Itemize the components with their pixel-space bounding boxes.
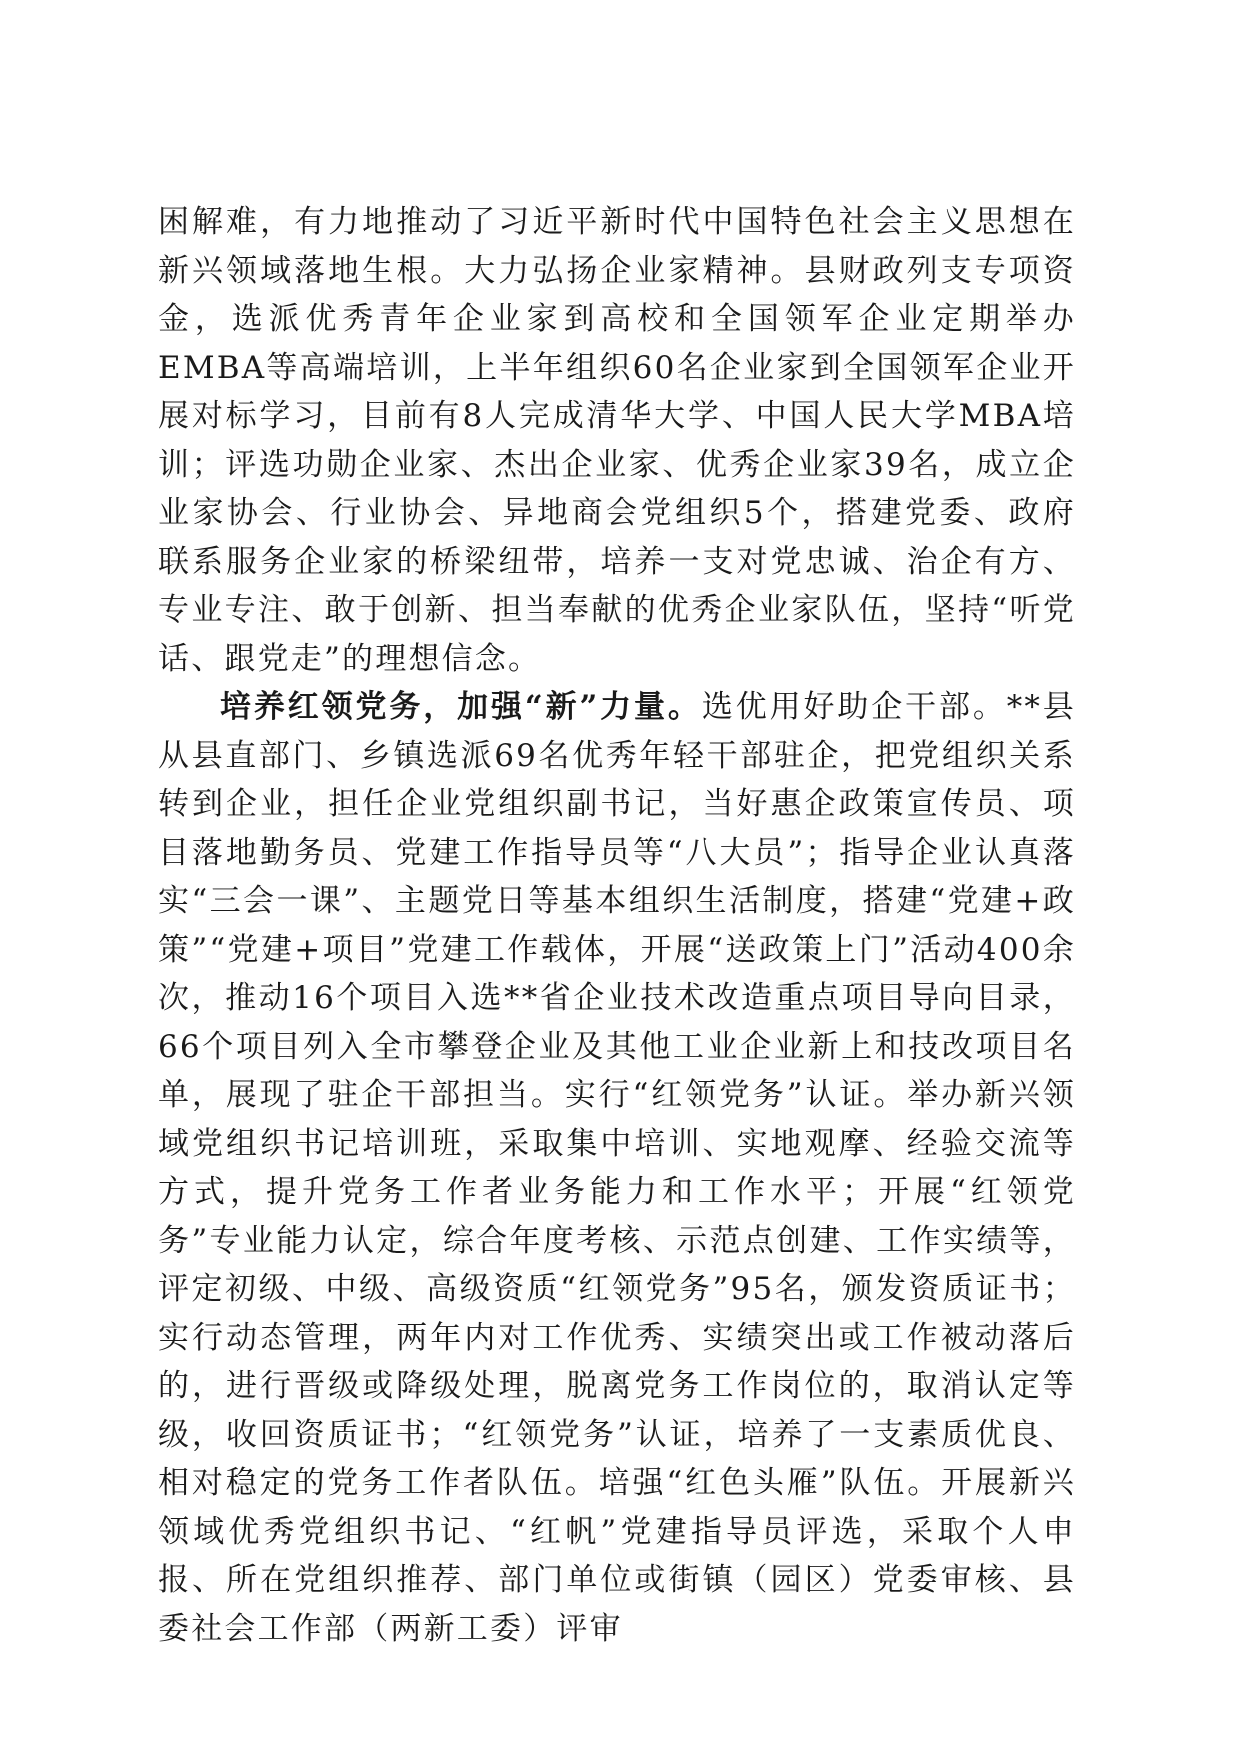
document-page bbox=[158, 198, 1076, 1653]
paragraph-2 bbox=[158, 683, 1076, 1653]
paragraph-1 bbox=[158, 198, 1076, 683]
paragraph-2-heading: 培养红领党务，加强“新”力量。 bbox=[220, 689, 702, 725]
paragraph-1-text: 困解难，有力地推动了习近平新时代中国特色社会主义思想在新兴领域落地生根。大力弘扬企业家精神。县财政列支专项资金，选派优秀青年企业家到高校和全国领军企业定期举办EMBA等高端培训，上半年组织60名企业家到全国领军企业开展对标学习，目前有8人完成清华大学、中国人民大学MBA培训；评选功勋企业家、杰出企业家、优秀企业家39名，成立企业家协会、行业协会、异地商会党组织5个，搭建党委、政府联系服务企业家的桥梁纽带，培养一支对党忠诚、治企有方、专业专注、敢于创新、担当奉献的优秀企业家队伍，坚持“听党话、跟党走”的理想信念。 bbox=[158, 204, 1076, 677]
paragraph-2-text: 选优用好助企干部。**县从县直部门、乡镇选派69名优秀年轻干部驻企，把党组织关系转到企业，担任企业党组织副书记，当好惠企政策宣传员、项目落地勤务员、党建工作指导员等“八大员”；指导企业认真落实“三会一课”、主题党日等基本组织生活制度，搭建“党建+政策”“党建+项目”党建工作载体，开展“送政策上门”活动400余次，推动16个项目入选**省企业技术改造重点项目导向目录，66个项目列入全市攀登企业及其他工业企业新上和技改项目名单，展现了驻企干部担当。实行“红领党务”认证。举办新兴领域党组织书记培训班，采取集中培训、实地观摩、经验交流等方式，提升党务工作者业务能力和工作水平；开展“红领党务”专业能力认定，综合年度考核、示范点创建、工作实绩等，评定初级、中级、高级资质“红领党务”95名，颁发资质证书；实行动态管理，两年内对工作优秀、实绩突出或工作被动落后的，进行晋级或降级处理，脱离党务工作岗位的，取消认定等级，收回资质证书；“红领党务”认证，培养了一支素质优良、相对稳定的党务工作者队伍。培强“红色头雁”队伍。开展新兴领域优秀党组织书记、“红帆”党建指导员评选，采取个人申报、所在党组织推荐、部门单位或街镇（园区）党委审核、县委社会工作部（两新工委）评审 bbox=[158, 689, 1076, 1647]
